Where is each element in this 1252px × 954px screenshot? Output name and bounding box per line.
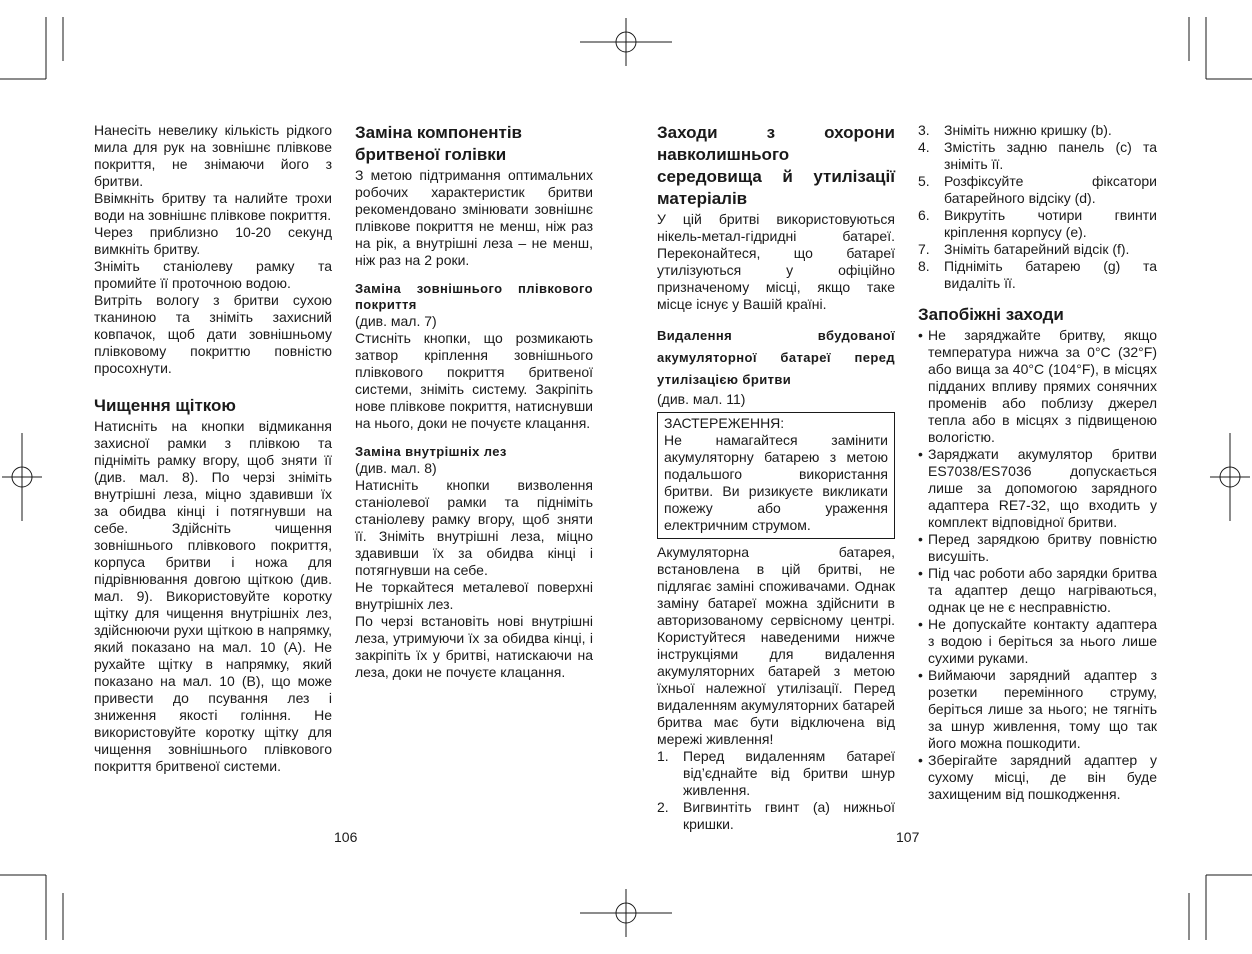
paragraph: Зніміть станіолеву рамку та промийте її проточною водою.	[94, 258, 332, 291]
figure-reference: (див. мал. 8)	[355, 460, 437, 476]
bullet-icon: •	[918, 752, 923, 768]
list-item: 2. Вигвинтіть гвинт (a) нижньої кришки.	[657, 799, 895, 832]
bullet-icon: •	[918, 446, 923, 462]
column-2	[355, 122, 593, 681]
paragraph: Через приблизно 10-20 секунд вимкніть бритву.	[94, 224, 332, 257]
heading-safety: Запобіжні заходи	[918, 305, 1064, 324]
paragraph: По черзі встановіть нові внутрішні леза, утримуючи їх за обидва кінці, і закріпіть їх у бритві, натискаючи на леза, доки не почуєте клацання.	[355, 613, 593, 680]
column-3	[657, 122, 895, 833]
heading-environment: Заходи з охорони навколишнього середовища й утилізації матеріалів	[657, 123, 895, 208]
paragraph: Акумуляторна батарея, встановлена в цій бритві, не підлягає заміні споживачами. Однак заміну батареї можна здійснити в авторизованому сервісному центрі. Користуйтеся наведеними нижче інструкціями для видалення акумуляторних батарей з метою їхньої належної утилізації. Перед видаленням акумуляторних батарей бритва має бути відключена від мережі живлення!	[657, 544, 895, 747]
column-4	[918, 122, 1157, 803]
paragraph: Натисніть кнопки визволення станіолевої рамки та підніміть станіолеву рамку вгору, щоб зняти її. Зніміть внутрішні леза, міцно здавивши їх за обидва кінці і потягнувши на себе.	[355, 477, 593, 578]
list-item: • Під час роботи або зарядки бритва та адаптер дещо нагріваються, однак це не є несправністю.	[918, 565, 1157, 615]
paragraph: З метою підтримання оптимальних робочих характеристик бритви рекомендовано змінювати зовнішнє плівкове покриття не менш, ніж раз на рік, а внутрішні леза – не менш, ніж раз на 2 роки.	[355, 167, 593, 268]
list-item: • Зберігайте зарядний адаптер у сухому місці, де він буде захищеним від пошкодження.	[918, 752, 1157, 802]
figure-reference: (див. мал. 11)	[657, 391, 746, 407]
list-item: 1. Перед видаленням батареї від’єднайте від бритви шнур живлення.	[657, 748, 895, 798]
paragraph: Ввімкніть бритву та налийте трохи води на зовнішнє плівкове покриття.	[94, 190, 332, 223]
paragraph: Нанесіть невелику кількість рідкого мила для рук на зовнішнє плівкове покриття, не знімаючи його з бритви.	[94, 122, 332, 189]
list-item: 7. Зніміть батарейний відсік (f).	[918, 241, 1130, 257]
list-item: • Виймаючи зарядний адаптер з розетки перемінного струму, беріться лише за нього; не тягніть за шнур живлення, тому що так його можна пошкодити.	[918, 667, 1157, 751]
column-1	[94, 122, 332, 775]
heading-replacing-parts: Заміна компонентів бритвеної голівки	[355, 123, 523, 164]
list-item: 8. Підніміть батарею (g) та видаліть її.	[918, 258, 1157, 291]
page-number-left: 106	[334, 829, 358, 845]
heading-brush-cleaning: Чищення щіткою	[94, 396, 236, 415]
list-item: 4. Змістіть задню панель (c) та зніміть її.	[918, 139, 1157, 172]
bullet-icon: •	[918, 565, 923, 581]
list-item: • Перед зарядкою бритву повністю висушіть.	[918, 531, 1157, 564]
list-item: 3. Зніміть нижню кришку (b).	[918, 122, 1112, 138]
bullet-icon: •	[918, 327, 923, 343]
list-item: 6. Викрутіть чотири гвинти кріплення корпусу (e).	[918, 207, 1157, 240]
page-number-right: 107	[896, 829, 920, 845]
paragraph: У цій бритві використовуються нікель-метал-гідридні батареї. Переконайтеся, що батареї утилізуються у офіційно призначеному місці, якщо таке місце існує у Вашій країні.	[657, 211, 895, 312]
heading-inner-blades: Заміна внутрішніх лез	[355, 444, 507, 459]
removal-steps-continued	[918, 122, 1157, 292]
paragraph: Не торкайтеся металевої поверхні внутрішніх лез.	[355, 579, 593, 612]
list-item: • Заряджати акумулятор бритви ES7038/ES7036 допускається лише за допомогою зарядного адаптера RE7-32, що входить у комплект відповідної бритви.	[918, 446, 1157, 530]
paragraph: Витріть вологу з бритви сухою тканиною та зніміть захисний ковпачок, щоб дати зовнішньому плівковому покриттю повністю просохнути.	[94, 292, 332, 376]
warning-text: Не намагайтеся замінити акумуляторну батарею з метою подальшого використання бритви. Ви ризикуєте викликати пожежу або ураження електричним струмом.	[664, 432, 888, 533]
bullet-icon: •	[918, 667, 923, 683]
paragraph: Натисніть на кнопки відмикання захисної рамки з плівкою та підніміть рамку вгору, щоб зняти її (див. мал. 8). По черзі зніміть внутрішні леза, міцно здавивши їх за обидва кінці і потягнувши на себе. Здійсніть чищення зовнішнього плівкового покриття, корпуса бритви і ножа для підрівнювання довгою щіткою (див. мал. 9). Використовуйте коротку щітку для чищення внутрішніх лез, здійснюючи рухи щіткою в напрямку, який показано на мал. 10 (A). Не рухайте щітку в напрямку, який показано на мал. 10 (B), що може привести до псування лез і зниження якості гоління. Не використовуйте коротку щітку для чищення зовнішнього плівкового покриття бритвеної системи.	[94, 418, 332, 774]
warning-box	[657, 412, 895, 539]
warning-title: ЗАСТЕРЕЖЕННЯ:	[664, 415, 785, 431]
removal-steps	[657, 748, 895, 833]
paragraph: Стисніть кнопки, що розмикають затвор кріплення зовнішнього плівкового покриття бритвеної системи, зніміть систему. Закріпіть нове плівкове покриття, натиснувши на нього, доки не почуєте клацання.	[355, 330, 593, 431]
safety-bullets	[918, 327, 1157, 803]
list-item: • Не допускайте контакту адаптера з водою і беріться за нього лише сухими руками.	[918, 616, 1157, 666]
heading-battery-removal: Видалення вбудованої акумуляторної батареї перед утилізацією бритви	[657, 328, 895, 387]
heading-outer-foil: Заміна зовнішнього плівкового покриття	[355, 281, 593, 312]
figure-reference: (див. мал. 7)	[355, 313, 437, 329]
list-item: • Не заряджайте бритву, якщо температура нижча за 0°C (32°F) або вища за 40°C (104°F), в місцях підданих впливу прямих сонячних променів або поблизу джерел тепла або в місцях з підвищеною вологістю.	[918, 327, 1157, 445]
list-item: 5. Розфіксуйте фіксатори батарейного відсіку (d).	[918, 173, 1157, 206]
bullet-icon: •	[918, 531, 923, 547]
bullet-icon: •	[918, 616, 923, 632]
